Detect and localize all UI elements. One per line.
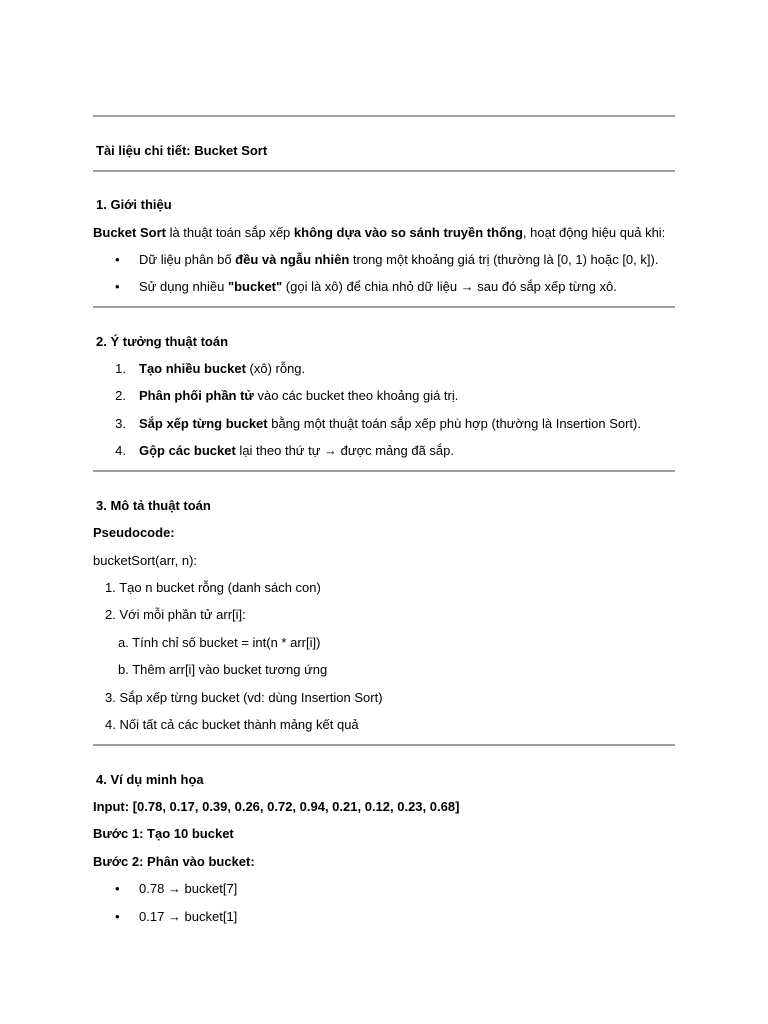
bullet-icon: • (115, 909, 120, 924)
pseudocode-line: 2. Với mỗi phần tử arr[i]: (105, 607, 246, 622)
pseudocode-line: 4. Nối tất cả các bucket thành mảng kết quả (105, 717, 359, 732)
horizontal-rule (93, 306, 675, 308)
pseudocode-line: 3. Sắp xếp từng bucket (vd: dùng Insertion Sort) (105, 690, 383, 705)
pseudocode-signature: bucketSort(arr, n): (93, 553, 198, 568)
horizontal-rule (93, 470, 675, 472)
section-heading-description: 3. Mô tả thuật toán (96, 498, 211, 513)
section-heading-intro: 1. Giới thiệu (96, 197, 172, 212)
horizontal-rule (93, 115, 675, 117)
horizontal-rule (93, 170, 675, 172)
horizontal-rule (93, 744, 675, 746)
example-step-1: Bước 1: Tạo 10 bucket (93, 826, 234, 841)
bullet-icon: • (115, 279, 120, 294)
example-input: Input: [0.78, 0.17, 0.39, 0.26, 0.72, 0.94, 0.21, 0.12, 0.23, 0.68] (93, 799, 460, 814)
section-heading-example: 4. Ví dụ minh họa (96, 772, 204, 787)
intro-paragraph: Bucket Sort là thuật toán sắp xếp không dựa vào so sánh truyền thống, hoạt động hiệu quả khi: (93, 225, 666, 240)
pseudocode-line: a. Tính chỉ số bucket = int(n * arr[i]) (118, 635, 321, 650)
example-step-2: Bước 2: Phân vào bucket: (93, 854, 255, 869)
bullet-icon: • (115, 252, 120, 267)
section-heading-idea: 2. Ý tưởng thuật toán (96, 334, 229, 349)
bullet-icon: • (115, 881, 120, 896)
document-title: Tài liệu chi tiết: Bucket Sort (96, 143, 268, 158)
pseudocode-line: 1. Tạo n bucket rỗng (danh sách con) (105, 580, 321, 595)
pseudocode-label: Pseudocode: (93, 525, 175, 540)
pseudocode-line: b. Thêm arr[i] vào bucket tương ứng (118, 662, 328, 677)
